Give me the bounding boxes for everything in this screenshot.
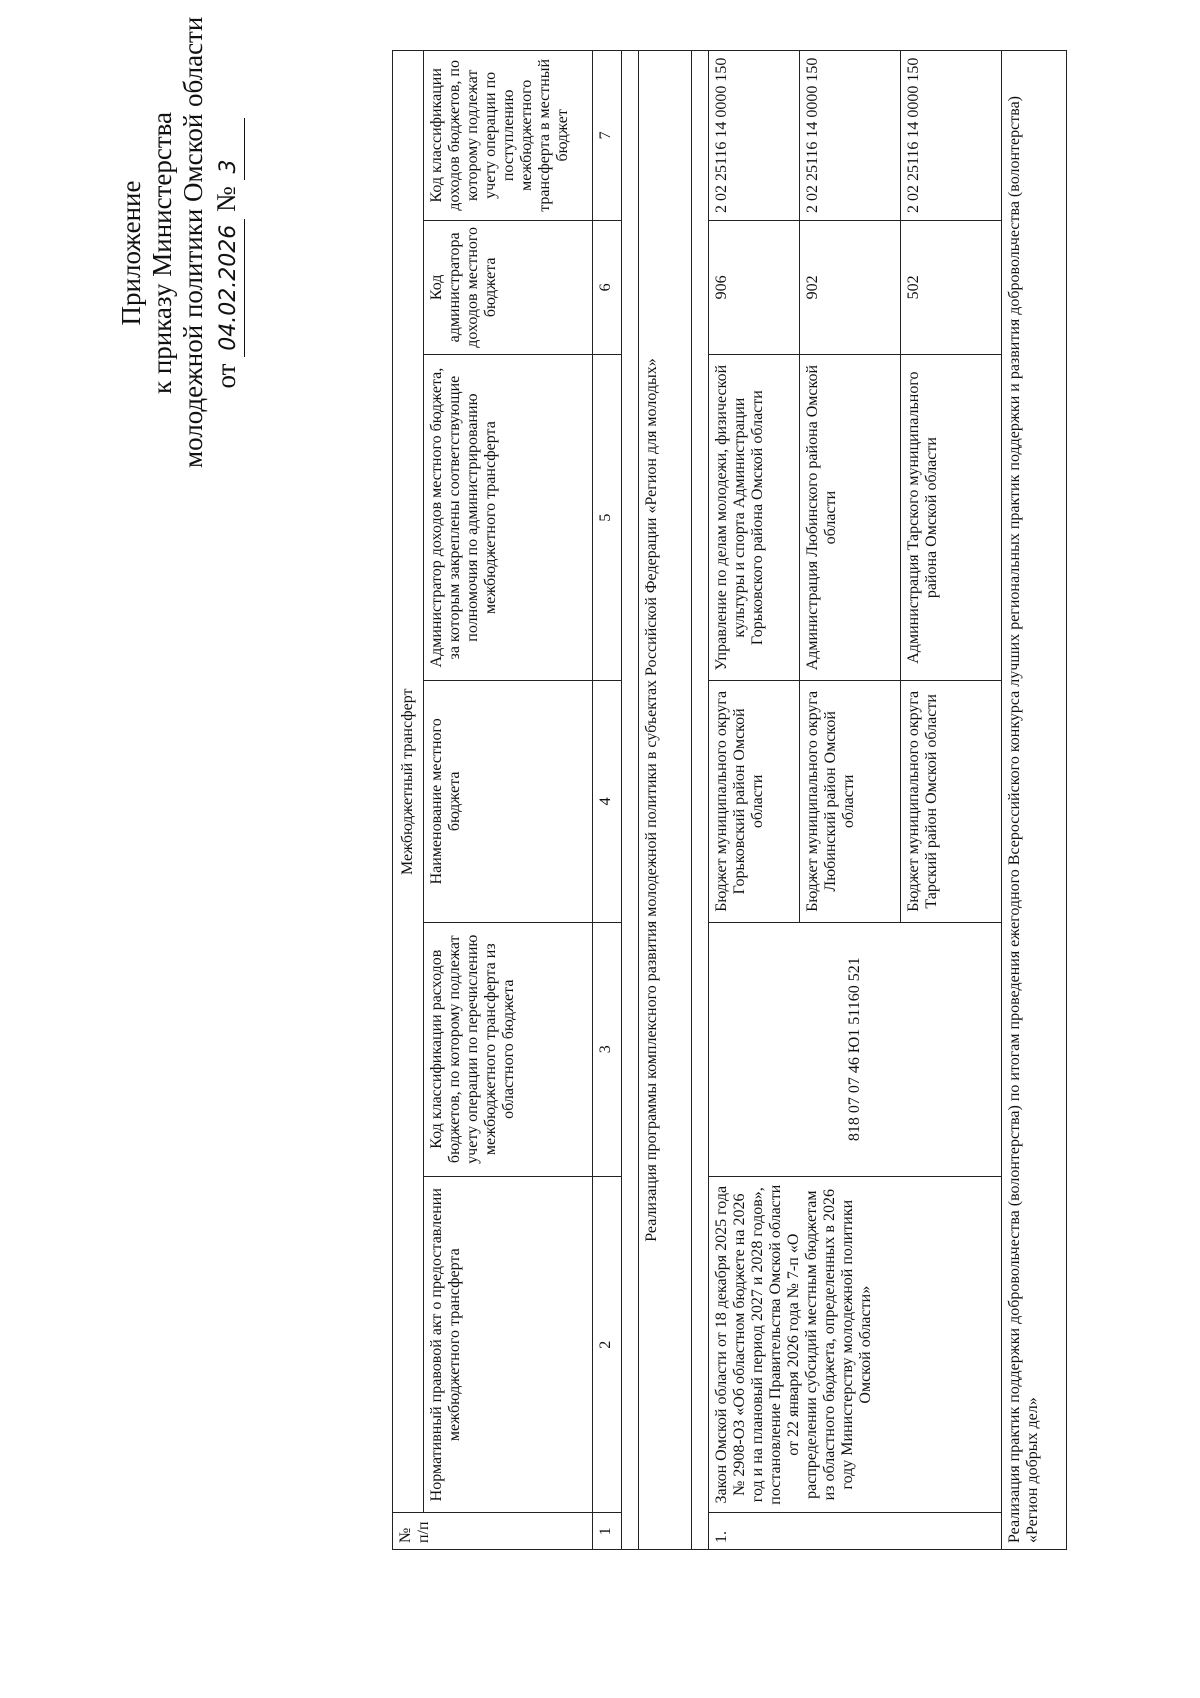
- transfer-table: [392, 50, 1067, 1550]
- header-date-line: [211, 38, 245, 468]
- header-cell-5: Администратор доходов местного бюджета, за которым закреплены соответствующие полномочия по администрированию межбюджетного трансферта: [424, 355, 593, 681]
- table-header-row: [393, 51, 424, 1550]
- budget-cell: Бюджет муниципального округа Горьковский район Омской области: [709, 681, 800, 922]
- col-number: 2: [593, 1176, 622, 1513]
- income-code-cell: 2 02 25116 14 0000 150: [709, 51, 800, 221]
- expense-code-cell: 818 07 07 46 Ю1 51160 521: [709, 922, 1002, 1176]
- budget-cell: Бюджет муниципального округа Тарский район Омской области: [901, 681, 1002, 922]
- administrator-cell: Администрация Тарского муниципального района Омской области: [901, 355, 1002, 681]
- table-columns-row: [424, 51, 593, 1550]
- col-number: 7: [593, 51, 622, 221]
- handwritten-number: 3: [213, 118, 245, 180]
- section-title-1: Реализация программы комплексного развития молодежной политики в субъектах Российской Федерации «Регион для молодых»: [639, 51, 692, 1550]
- col-number: 5: [593, 355, 622, 681]
- col-number: 1: [593, 1513, 622, 1550]
- legal-act-cell: Закон Омской области от 18 декабря 2025 года № 2908-ОЗ «Об областном бюджете на 2026 год и на плановый период 2027 и 2028 годов», постановление Правительства Омской области от 22 января 2026 года № 7-п «О распределении субсидий местным бюджетам из областного бюджета, определенных в 2026 году Министерству молодежной политики Омской области»: [709, 1176, 1002, 1513]
- col-number: 4: [593, 681, 622, 922]
- header-cell-3: Код классификации расходов бюджетов, по которому подлежат учету операции по перечислению межбюджетного трансферта из областного бюджета: [424, 922, 593, 1176]
- col-number: 6: [593, 220, 622, 354]
- section-row-1: [639, 51, 692, 1550]
- group-header: Межбюджетный трансферт: [393, 51, 424, 1513]
- admin-code-cell: 502: [901, 220, 1002, 354]
- admin-code-cell: 902: [800, 220, 901, 354]
- column-numbers-row: [593, 51, 622, 1550]
- section-row-2: [1002, 51, 1067, 1550]
- administrator-cell: Управление по делам молодежи, физической культуры и спорта Администрации Горьковского района Омской области: [709, 355, 800, 681]
- header-cell-2: Нормативный правовой акт о предоставлении межбюджетного трансферта: [424, 1176, 593, 1513]
- budget-cell: Бюджет муниципального округа Любинский район Омской области: [800, 681, 901, 922]
- section-title-2: Реализация практик поддержки добровольчества (волонтерства) по итогам проведения ежегодного Всероссийского конкурса лучших региональных практик поддержки и развития добровольчества (волонтерства) «Регион добрых дел»: [1002, 51, 1067, 1550]
- document-header: [116, 16, 245, 468]
- income-code-cell: 2 02 25116 14 0000 150: [800, 51, 901, 221]
- handwritten-date: 04.02.2026: [213, 219, 245, 357]
- header-cell-4: Наименование местного бюджета: [424, 681, 593, 922]
- administrator-cell: Администрация Любинского района Омской области: [800, 355, 901, 681]
- header-order-ref: к приказу Министерства: [147, 111, 177, 395]
- admin-code-cell: 906: [709, 220, 800, 354]
- table-row: [709, 51, 800, 1550]
- header-ministry: молодежной политики Омской области: [178, 16, 208, 468]
- date-prefix: от: [211, 363, 241, 389]
- header-cell-6: Код администратора доходов местного бюджета: [424, 220, 593, 354]
- header-cell-1: № п/п: [393, 1513, 593, 1550]
- header-cell-7: Код классификации доходов бюджетов, по которому подлежат учету операции по поступлению межбюджетного трансферта в местный бюджет: [424, 51, 593, 221]
- income-code-cell: 2 02 25116 14 0000 150: [901, 51, 1002, 221]
- number-prefix: №: [211, 186, 241, 213]
- col-number: 3: [593, 922, 622, 1176]
- row-index: 1.: [709, 1513, 1002, 1550]
- spacer-row: [692, 51, 709, 1550]
- header-title: Приложение: [116, 180, 146, 326]
- spacer-row: [622, 51, 639, 1550]
